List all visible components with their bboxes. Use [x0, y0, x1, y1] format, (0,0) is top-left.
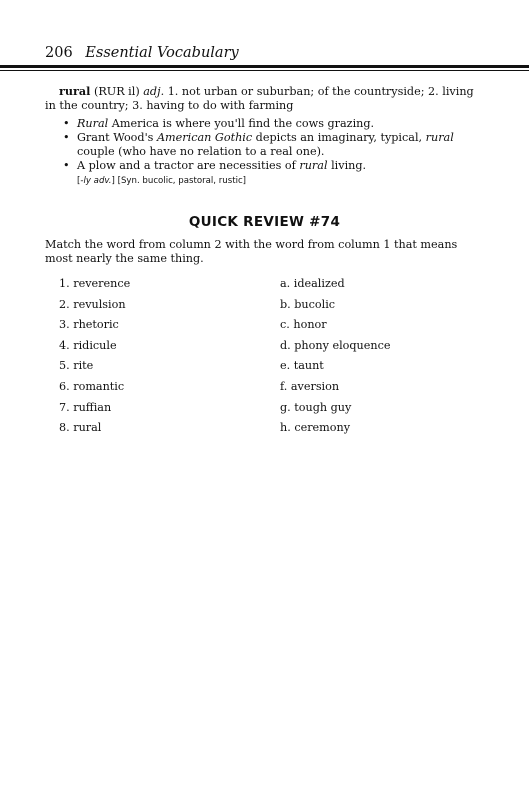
- example-item: • Grant Wood's American Gothic depicts an imaginary, typical, rural couple (who have no relation to a real one).: [63, 131, 454, 158]
- column-2-item: h. ceremony: [280, 421, 351, 435]
- column-1-item: 4. ridicule: [59, 338, 117, 352]
- column-1-item: 8. rural: [59, 421, 102, 435]
- column-2-item: a. idealized: [280, 277, 345, 290]
- synonyms-line: [-ly adv.] [Syn. bucolic, pastoral, rustic]: [77, 176, 247, 186]
- column-1-item: 3. rhetoric: [59, 318, 119, 332]
- page-number: 206: [45, 45, 73, 61]
- part-of-speech: adj.: [143, 85, 165, 98]
- bullet: •: [63, 117, 70, 130]
- bullet: •: [63, 131, 70, 144]
- dictionary-entry: [45, 84, 475, 187]
- pronunciation: (RUR il): [93, 85, 140, 98]
- column-2-item: c. honor: [280, 318, 327, 332]
- headword: rural: [59, 84, 91, 98]
- column-2-item: e. taunt: [280, 359, 324, 373]
- example-list: [45, 117, 475, 173]
- column-1-item: 1. reverence: [59, 277, 131, 290]
- definitions: 1. not urban or suburban; of the countryside; 2. living in the country; 3. having to do with farming: [45, 85, 474, 112]
- header-rule-thin: [0, 70, 529, 71]
- column-2-item: f. aversion: [280, 379, 340, 393]
- example-item: • Rural America is where you'll find the cows grazing.: [63, 117, 375, 130]
- column-2: [280, 277, 390, 442]
- header-rule-thick: [0, 65, 529, 68]
- column-2-item: g. tough guy: [280, 400, 352, 414]
- running-header: [45, 44, 239, 62]
- quick-review-instructions: Match the word from column 2 with the word from column 1 that means most nearly the same thing.: [45, 238, 458, 265]
- column-1-item: 5. rite: [59, 359, 94, 373]
- column-2-item: b. bucolic: [280, 297, 336, 311]
- example-item: • A plow and a tractor are necessities of rural living.: [63, 159, 367, 172]
- column-1-item: 7. ruffian: [59, 400, 112, 414]
- column-1-item: 2. revulsion: [59, 297, 126, 311]
- book-title: Essential Vocabulary: [85, 45, 239, 61]
- quick-review-heading: QUICK REVIEW #74: [188, 214, 341, 230]
- column-1: [59, 277, 130, 442]
- bullet: •: [63, 159, 70, 172]
- column-1-item: 6. romantic: [59, 379, 125, 393]
- column-2-item: d. phony eloquence: [280, 338, 391, 352]
- entry-definition: [45, 84, 475, 113]
